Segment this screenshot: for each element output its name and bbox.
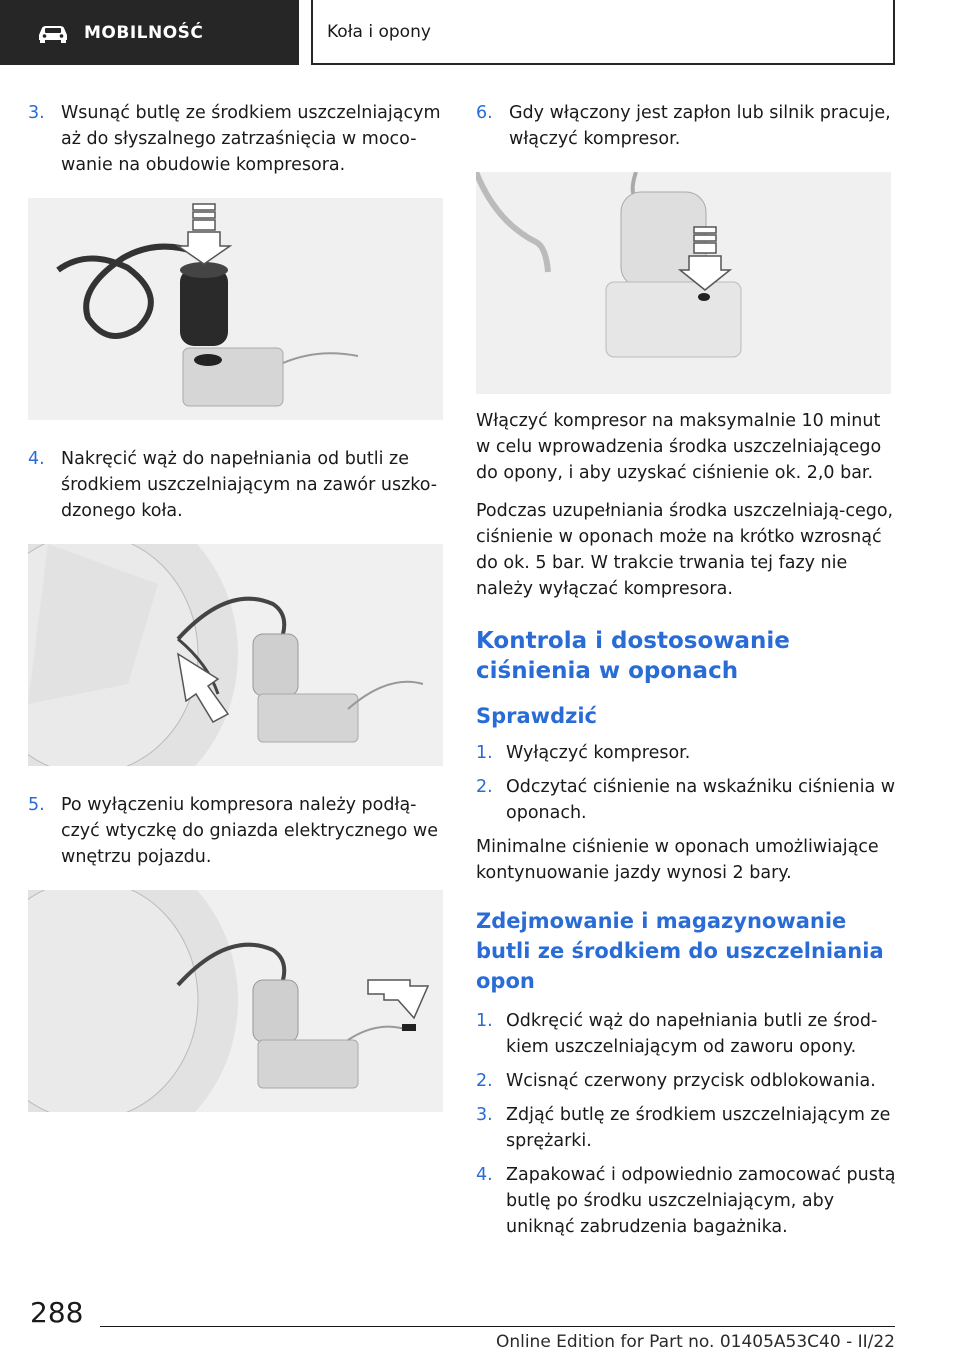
left-column <box>28 100 443 1138</box>
step-4 <box>28 446 443 524</box>
header-chapter-box <box>311 0 895 65</box>
footer-divider <box>100 1326 895 1327</box>
figure-hose-to-valve <box>28 544 443 766</box>
step-number: 4. <box>28 449 45 469</box>
step-3 <box>28 100 443 178</box>
step-text: Wyłączyć kompresor. <box>506 743 691 763</box>
step-number: 2. <box>476 777 493 797</box>
step-text: Gdy włączony jest zapłon lub silnik pracuje, włączyć kompresor. <box>509 103 891 149</box>
figure-plug-in <box>28 890 443 1112</box>
footer-edition: Online Edition for Part no. 01405A53C40 - II/22 <box>495 1332 895 1352</box>
header-section-tab <box>0 0 299 65</box>
step-6 <box>476 100 896 152</box>
step-number: 3. <box>476 1105 493 1125</box>
step-number: 5. <box>28 795 45 815</box>
paragraph-min-pressure: Minimalne ciśnienie w oponach umożliwiające kontynuowanie jazdy wynosi 2 bary. <box>476 837 879 883</box>
figure-compressor-on <box>476 172 891 394</box>
step-number: 2. <box>476 1071 493 1091</box>
step-text: Wcisnąć czerwony przycisk odblokowania. <box>506 1071 876 1091</box>
check-step-2 <box>476 774 896 826</box>
right-column <box>476 100 896 1248</box>
step-text: Zapakować i odpowiednio zamocować pustą butlę po środku uszczelniającym, aby uniknąć zabrudzenia bagażnika. <box>506 1165 896 1237</box>
step-text: Wsunąć butlę ze środkiem uszczelniającym aż do słyszalnego zatrzaśnięcia w moco-wanie na obudowie kompresora. <box>61 103 441 175</box>
step-text: Zdjąć butlę ze środkiem uszczelniającym ze sprężarki. <box>506 1105 891 1151</box>
paragraph-run-compressor: Włączyć kompresor na maksymalnie 10 minut w celu wprowadzenia środka uszczelniającego do opony, i aby uzyskać ciśnienie ok. 2,0 bar. <box>476 411 882 483</box>
step-number: 4. <box>476 1165 493 1185</box>
heading-check-adjust: Kontrola i dostosowanie ciśnienia w oponach <box>476 628 790 684</box>
step-number: 1. <box>476 1011 493 1031</box>
step-number: 1. <box>476 743 493 763</box>
step-text: Nakręcić wąż do napełniania od butli ze środkiem uszczelniającym na zawór uszko-dzonego koła. <box>61 449 438 521</box>
step-text: Odkręcić wąż do napełniania butli ze środ-kiem uszczelniającym od zaworu opony. <box>506 1011 878 1057</box>
step-text: Po wyłączeniu kompresora należy podłą-czyć wtyczkę do gniazda elektrycznego we wnętrzu pojazdu. <box>61 795 438 867</box>
heading-remove-store: Zdejmowanie i magazynowanie butli ze środkiem do uszczelniania opon <box>476 909 884 993</box>
header-section-label: MOBILNOŚĆ <box>84 22 204 43</box>
remove-step-1 <box>476 1008 896 1060</box>
header-chapter-title: Koła i opony <box>327 21 431 42</box>
step-number: 6. <box>476 103 493 123</box>
heading-check: Sprawdzić <box>476 704 597 728</box>
remove-step-2 <box>476 1068 896 1094</box>
page-number: 288 <box>30 1296 84 1329</box>
check-step-1 <box>476 740 896 766</box>
figure-cartridge-insert <box>28 198 443 420</box>
paragraph-pressure-peak: Podczas uzupełniania środka uszczelniają-cego, ciśnienie w oponach może na krótko wzrosnąć do ok. 5 bar. W trakcie trwania tej fazy nie należy wyłączać kompresora. <box>476 501 894 599</box>
step-number: 3. <box>28 103 45 123</box>
step-text: Odczytać ciśnienie na wskaźniku ciśnienia w oponach. <box>506 777 896 823</box>
remove-step-4 <box>476 1162 896 1240</box>
car-icon <box>36 22 70 44</box>
remove-step-3 <box>476 1102 896 1154</box>
step-5 <box>28 792 443 870</box>
